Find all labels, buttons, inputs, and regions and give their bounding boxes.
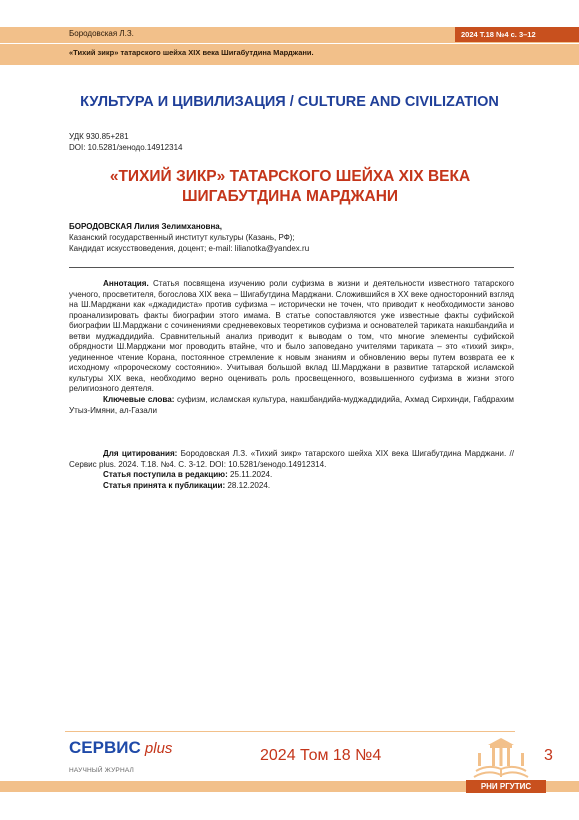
keywords-text: суфизм, исламская культура, накшбандийа-муджаддидийа, Ахмад Сирхинди, Габдрахим Утыз-Имяни, ал-Газали — [69, 395, 514, 415]
author-affiliation: Казанский государственный институт культуры (Казань, РФ); — [69, 233, 295, 242]
keywords-paragraph — [69, 395, 514, 416]
article-title — [40, 167, 540, 207]
accepted-line — [69, 481, 514, 492]
header-issue-badge: 2024 Т.18 №4 с. 3–12 — [455, 27, 579, 42]
udk-block — [69, 131, 182, 153]
citation-paragraph — [69, 449, 514, 470]
abstract-text: Статья посвящена изучению роли суфизма в жизни и деятельности известного татарского ученого, просветителя, богослова XIX века – Шигабутдина Марджани. Сложившийся в XX веке односторонний взгляд на Ш.Марджани как «джадидиста» против суфизма – исторически не точен, что приводит к необходимости заново проанализировать факты биографии этого имама. В статье сопоставляются уже известные факты суфийской биографии Ш.Марджани с сочинениями средневековых теоретиков суфизма и основателей тариката накшбандийа и ветви муджаддидийа. Сравнительный анализ приводит к выводам о том, что многие элементы суфийской обрядности Ш.Марджани мог проводить втайне, что и было заповедано учителями тариката – это «тихий зикр», уединенное чтение Корана, постоянное стремление к новым знаниям и обновлению веры путем возврата ее к исходному «пророческому состоянию». Учитывая большой вклад Ш.Марджани в развитие татарской исламской культуры XIX века, необходимо верно оценивать роль просвещенного, возвышенного суфизма в жизни этого религиозного деятеля. — [69, 279, 514, 394]
publisher-badge: РНИ РГУТИС — [466, 780, 546, 793]
author-position: Кандидат искусствоведения, доцент; e-mail: lilianotka@yandex.ru — [69, 244, 310, 253]
journal-logo — [69, 738, 172, 758]
received-line — [69, 470, 514, 481]
header-divider — [0, 43, 579, 44]
page-number: 3 — [544, 747, 553, 764]
citation-text: Бородовская Л.З. «Тихий зикр» татарского шейха XIX века Шигабутдина Марджани. // Сервис plus. 2024. Т.18. №4. С. 3-12. DOI: 10.5281/зенодо.14912314. — [69, 449, 514, 469]
journal-logo-subtitle: НАУЧНЫЙ ЖУРНАЛ — [69, 767, 134, 774]
accepted-date: 28.12.2024. — [225, 480, 271, 490]
accepted-label: Статья принята к публикации: — [103, 480, 226, 490]
article-title-line2: ШИГАБУТДИНА МАРДЖАНИ — [181, 188, 399, 205]
received-label: Статья поступила в редакцию: — [103, 470, 228, 480]
column-book-emblem-icon — [470, 737, 532, 781]
journal-logo-main: СЕРВИС — [69, 738, 141, 757]
section-title: КУЛЬТУРА И ЦИВИЛИЗАЦИЯ / CULTURE AND CIVILIZATION — [80, 94, 499, 110]
udk-code: УДК 930.85+281 — [69, 132, 129, 141]
author-name: БОРОДОВСКАЯ Лилия Зелимхановна, — [69, 222, 222, 231]
article-title-line1: «ТИХИЙ ЗИКР» ТАТАРСКОГО ШЕЙХА XIX ВЕКА — [109, 168, 471, 185]
citation-block — [69, 449, 514, 491]
doi: DOI: 10.5281/зенодо.14912314 — [69, 143, 183, 152]
received-date: 25.11.2024. — [227, 470, 273, 480]
journal-logo-plus: plus — [140, 740, 173, 757]
abstract-label: Аннотация. — [103, 279, 149, 288]
footer-issue: 2024 Том 18 №4 — [260, 747, 382, 764]
keywords-label: Ключевые слова: — [103, 395, 175, 405]
author-block — [69, 221, 509, 254]
abstract-paragraph — [69, 279, 514, 395]
citation-label: Для цитирования: — [103, 449, 178, 458]
header-author: Бородовская Л.З. — [69, 29, 134, 38]
footer-rule — [65, 731, 515, 732]
divider-rule — [69, 267, 514, 268]
header-article-title: «Тихий зикр» татарского шейха XIX века Шигабутдина Марджани. — [69, 48, 314, 57]
abstract-block — [69, 279, 514, 416]
